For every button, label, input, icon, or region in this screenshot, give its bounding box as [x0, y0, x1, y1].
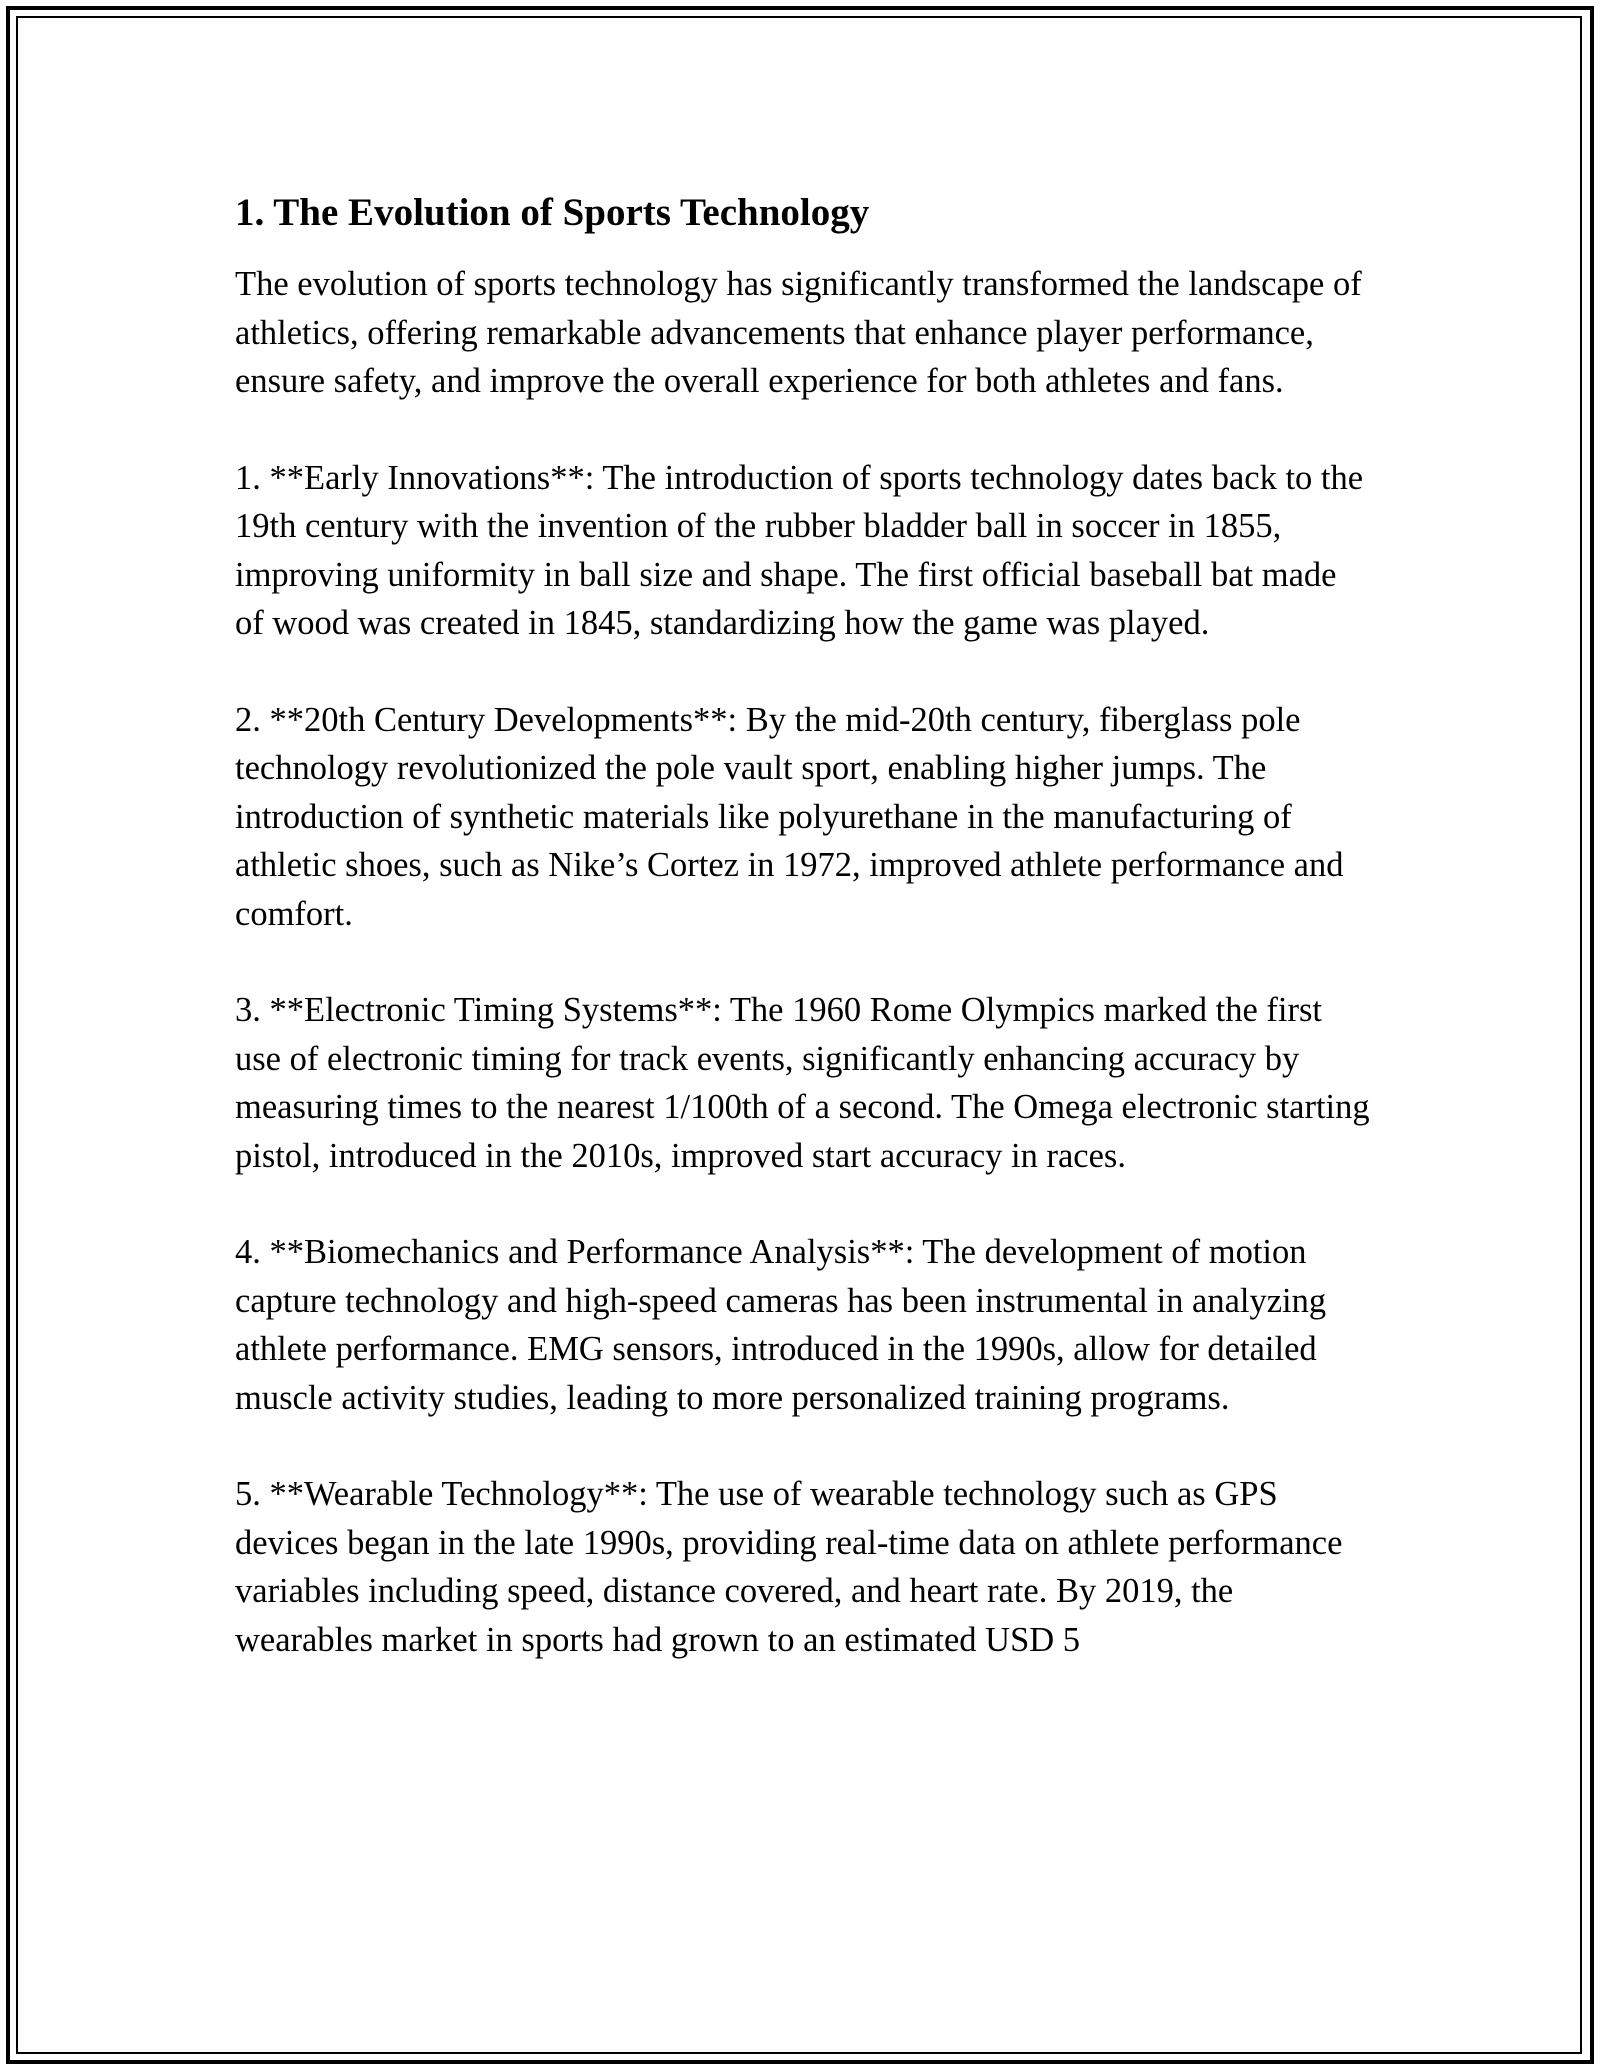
document-body	[235, 188, 1370, 1712]
paragraph-wearable-technology: 5. **Wearable Technology**: The use of wearable technology such as GPS devices began in the late 1990s, providing real-time data on athlete performance variables including speed, distance covered, and heart rate. By 2019, the wearables market in sports had grown to an estimated USD 5	[235, 1475, 1343, 1659]
paragraph-electronic-timing-systems: 3. **Electronic Timing Systems**: The 1960 Rome Olympics marked the first use of electronic timing for track events, significantly enhancing accuracy by measuring times to the nearest 1/100th of a second. The Omega electronic starting pistol, introduced in the 2010s, improved start accuracy in races.	[235, 991, 1370, 1175]
intro-paragraph: The evolution of sports technology has significantly transformed the landscape of athletics, offering remarkable advancements that enhance player performance, ensure safety, and improve the overall experience for both athletes and fans.	[235, 265, 1362, 400]
paragraph-biomechanics: 4. **Biomechanics and Performance Analysis**: The development of motion capture technology and high-speed cameras has been instrumental in analyzing athlete performance. EMG sensors, introduced in the 1990s, allow for detailed muscle activity studies, leading to more personalized training programs.	[235, 1233, 1327, 1417]
section-heading: 1. The Evolution of Sports Technology	[235, 191, 870, 234]
paragraph-early-innovations: 1. **Early Innovations**: The introduction of sports technology dates back to the 19th century with the invention of the rubber bladder ball in soccer in 1855, improving uniformity in ball size and shape. The first official baseball bat made of wood was created in 1845, standardizing how the game was played.	[235, 458, 1364, 642]
paragraph-20th-century-developments: 2. **20th Century Developments**: By the mid-20th century, fiberglass pole technology revolutionized the pole vault sport, enabling higher jumps. The introduction of synthetic materials like polyurethane in the manufacturing of athletic shoes, such as Nike’s Cortez in 1972, improved athlete performance and comfort.	[235, 700, 1344, 933]
